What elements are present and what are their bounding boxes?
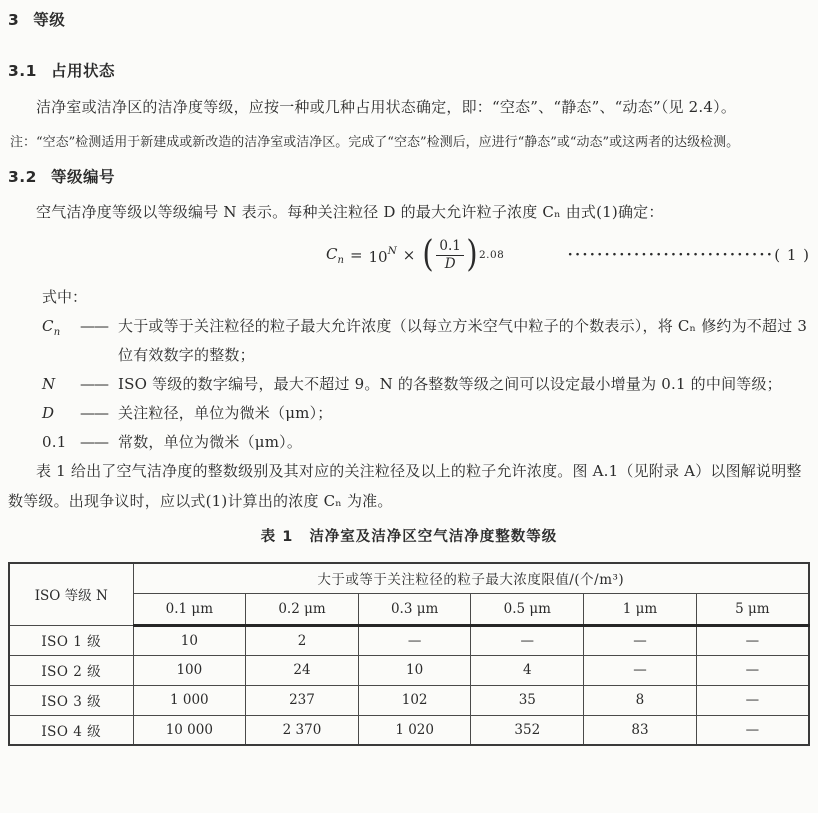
cell: 83 [584, 715, 697, 745]
iso-class-table [8, 562, 810, 746]
fraction-numerator: 0.1 [436, 238, 463, 256]
cell: 4 [471, 655, 584, 685]
cell: 352 [471, 715, 584, 745]
section-3-1-heading [8, 59, 810, 83]
cell: 10 000 [133, 715, 246, 745]
table-row [9, 715, 809, 745]
definition-d [8, 399, 810, 428]
row-label: ISO 2 级 [9, 655, 133, 685]
class-number-paragraph: 空气洁净度等级以等级编号 N 表示。每种关注粒径 D 的最大允许粒子浓度 Cₙ 由式(1)确定： [36, 203, 664, 221]
formula-variable-cn: $C_n$ [326, 244, 344, 266]
cell: 2 370 [246, 715, 359, 745]
cell: 1 020 [358, 715, 471, 745]
open-paren: ( [422, 234, 435, 275]
fraction [436, 238, 463, 273]
definition-term: $C_n$ [42, 317, 61, 338]
dot-leader: ···························· [567, 247, 775, 263]
note-paragraph: 注：“空态”检测适用于新建成或新改造的洁净室或洁净区。完成了“空态”检测后，应进行“静态”或“动态”或这两者的达级检测。 [10, 135, 740, 150]
em-dash: —— [80, 317, 108, 335]
definition-n [8, 370, 810, 399]
cell: — [696, 655, 809, 685]
cell: — [471, 625, 584, 655]
section-3-2-heading [8, 165, 810, 189]
cell: — [696, 715, 809, 745]
definition-0-1 [8, 428, 810, 457]
table-number: 表 1 [260, 529, 294, 545]
table-intro-paragraph: 表 1 给出了空气洁净度的整数级别及其对应的关注粒径及以上的粒子允许浓度。图 A.1（见附录 A）以图解说明整数等级。出现争议时，应以式(1)计算出的浓度 Cₙ 为准。 [8, 462, 802, 510]
cell: — [584, 625, 697, 655]
row-label: ISO 1 级 [9, 625, 133, 655]
equation-1 [326, 235, 504, 275]
column-header: 0.2 μm [246, 593, 359, 625]
definition-term: 0.1 [42, 433, 67, 451]
definition-term: N [42, 375, 56, 393]
cell: 35 [471, 685, 584, 715]
cell: 2 [246, 625, 359, 655]
definition-text: 大于或等于关注粒径的粒子最大允许浓度（以每立方米空气中粒子的个数表示），将 Cₙ 修约为不超过 3 位有效数字的整数； [118, 317, 808, 364]
section-3-heading [8, 8, 810, 32]
table-title: 洁净室及洁净区空气洁净度整数等级 [309, 529, 558, 545]
definition-text: ISO 等级的数字编号，最大不超过 9。N 的各整数等级之间可以设定最小增量为 0.1 的中间等级； [118, 375, 782, 393]
fraction-denominator: D [444, 255, 456, 272]
em-dash: —— [80, 375, 108, 393]
column-header: 1 μm [584, 593, 697, 625]
definition-text: 关注粒径，单位为微米（μm）； [118, 404, 333, 422]
group-header-cell: 大于或等于关注粒径的粒子最大浓度限值/(个/m³) [133, 563, 809, 593]
section-number: 3.1 [8, 62, 37, 80]
formula-base: $10^N$ [368, 244, 397, 266]
table-row [9, 625, 809, 655]
corner-header-cell: ISO 等级 N [9, 563, 133, 625]
cell: — [696, 625, 809, 655]
cell: 10 [358, 655, 471, 685]
cell: 1 000 [133, 685, 246, 715]
close-paren: ) [466, 234, 478, 275]
column-header: 0.1 μm [133, 593, 246, 625]
section-number: 3 [8, 11, 20, 29]
column-header: 0.3 μm [358, 593, 471, 625]
multiply-sign: × [402, 246, 416, 264]
section-title: 等级编号 [50, 168, 115, 186]
cell: — [584, 655, 697, 685]
definition-text: 常数，单位为微米（μm）。 [118, 433, 303, 451]
column-header: 0.5 μm [471, 593, 584, 625]
section-number: 3.2 [8, 168, 37, 186]
row-label: ISO 3 级 [9, 685, 133, 715]
equation-1-row [8, 231, 810, 279]
cell: — [358, 625, 471, 655]
em-dash: —— [80, 433, 108, 451]
cell: 10 [133, 625, 246, 655]
cell: 237 [246, 685, 359, 715]
column-header: 5 μm [696, 593, 809, 625]
equals-sign: = [349, 246, 363, 264]
equation-number: ( 1 ) [774, 246, 810, 264]
where-label: 式中： [42, 288, 88, 306]
definition-term: D [42, 404, 55, 422]
table-header-row [9, 563, 809, 593]
exponent: 2.08 [478, 249, 505, 261]
section-title: 占用状态 [50, 62, 115, 80]
row-label: ISO 4 级 [9, 715, 133, 745]
table-caption [8, 526, 810, 548]
cell: — [696, 685, 809, 715]
section-title: 等级 [33, 11, 66, 29]
cell: 24 [246, 655, 359, 685]
em-dash: —— [80, 404, 108, 422]
table-row [9, 655, 809, 685]
table-row [9, 685, 809, 715]
cell: 8 [584, 685, 697, 715]
cell: 102 [358, 685, 471, 715]
cell: 100 [133, 655, 246, 685]
occupancy-paragraph: 洁净室或洁净区的洁净度等级，应按一种或几种占用状态确定，即：“空态”、“静态”、“动态”（见 2.4）。 [36, 98, 737, 116]
definition-cn [8, 312, 810, 370]
